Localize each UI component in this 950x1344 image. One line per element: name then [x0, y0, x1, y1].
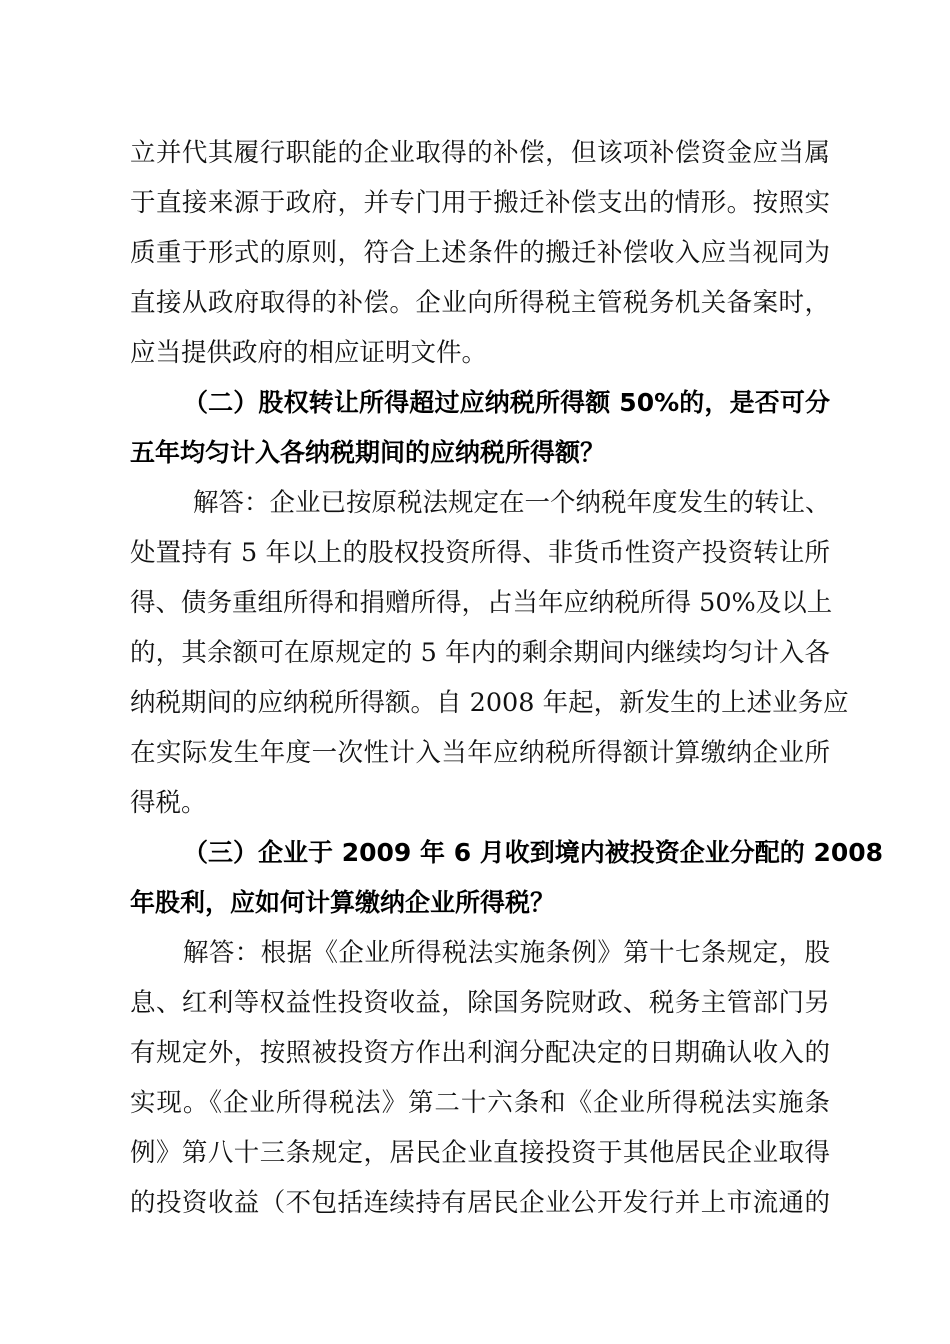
body-text-line: 于直接来源于政府，并专门用于搬迁补偿支出的情形。按照实 [130, 188, 830, 218]
body-text-line: 质重于形式的原则，符合上述条件的搬迁补偿收入应当视同为 [130, 238, 830, 268]
answer-text-line: 解答：根据《企业所得税法实施条例》第十七条规定，股 [183, 938, 830, 968]
section-heading-2: （二）股权转让所得超过应纳税所得额 50%的，是否可分 [183, 388, 830, 417]
answer-text-line: 的投资收益（不包括连续持有居民企业公开发行并上市流通的 [130, 1188, 830, 1218]
answer-text-line: 解答：企业已按原税法规定在一个纳税年度发生的转让、 [193, 488, 831, 518]
answer-text-line: 例》第八十三条规定，居民企业直接投资于其他居民企业取得 [130, 1138, 830, 1168]
body-text-line: 立并代其履行职能的企业取得的补偿，但该项补偿资金应当属 [130, 138, 830, 168]
answer-text-line: 有规定外，按照被投资方作出利润分配决定的日期确认收入的 [130, 1038, 830, 1068]
answer-text-line: 纳税期间的应纳税所得额。自 2008 年起，新发生的上述业务应 [130, 688, 849, 718]
answer-text-line: 实现。《企业所得税法》第二十六条和《企业所得税法实施条 [130, 1088, 830, 1118]
answer-text-line: 得、债务重组所得和捐赠所得，占当年应纳税所得 50%及以上 [130, 588, 833, 618]
answer-text-line: 的，其余额可在原规定的 5 年内的剩余期间内继续均匀计入各 [130, 638, 830, 668]
section-heading-3: （三）企业于 2009 年 6 月收到境内被投资企业分配的 2008 [183, 838, 884, 867]
body-text-line: 直接从政府取得的补偿。企业向所得税主管税务机关备案时， [130, 288, 830, 318]
answer-text-line: 在实际发生年度一次性计入当年应纳税所得额计算缴纳企业所 [130, 738, 830, 768]
body-text-line: 应当提供政府的相应证明文件。 [130, 338, 488, 368]
answer-text-line: 处置持有 5 年以上的股权投资所得、非货币性资产投资转让所 [130, 538, 830, 568]
answer-text-line: 得税。 [130, 788, 207, 818]
section-heading-3: 年股利，应如何计算缴纳企业所得税？ [130, 888, 556, 917]
answer-text-line: 息、红利等权益性投资收益，除国务院财政、税务主管部门另 [130, 988, 830, 1018]
section-heading-2: 五年均匀计入各纳税期间的应纳税所得额？ [130, 438, 606, 467]
